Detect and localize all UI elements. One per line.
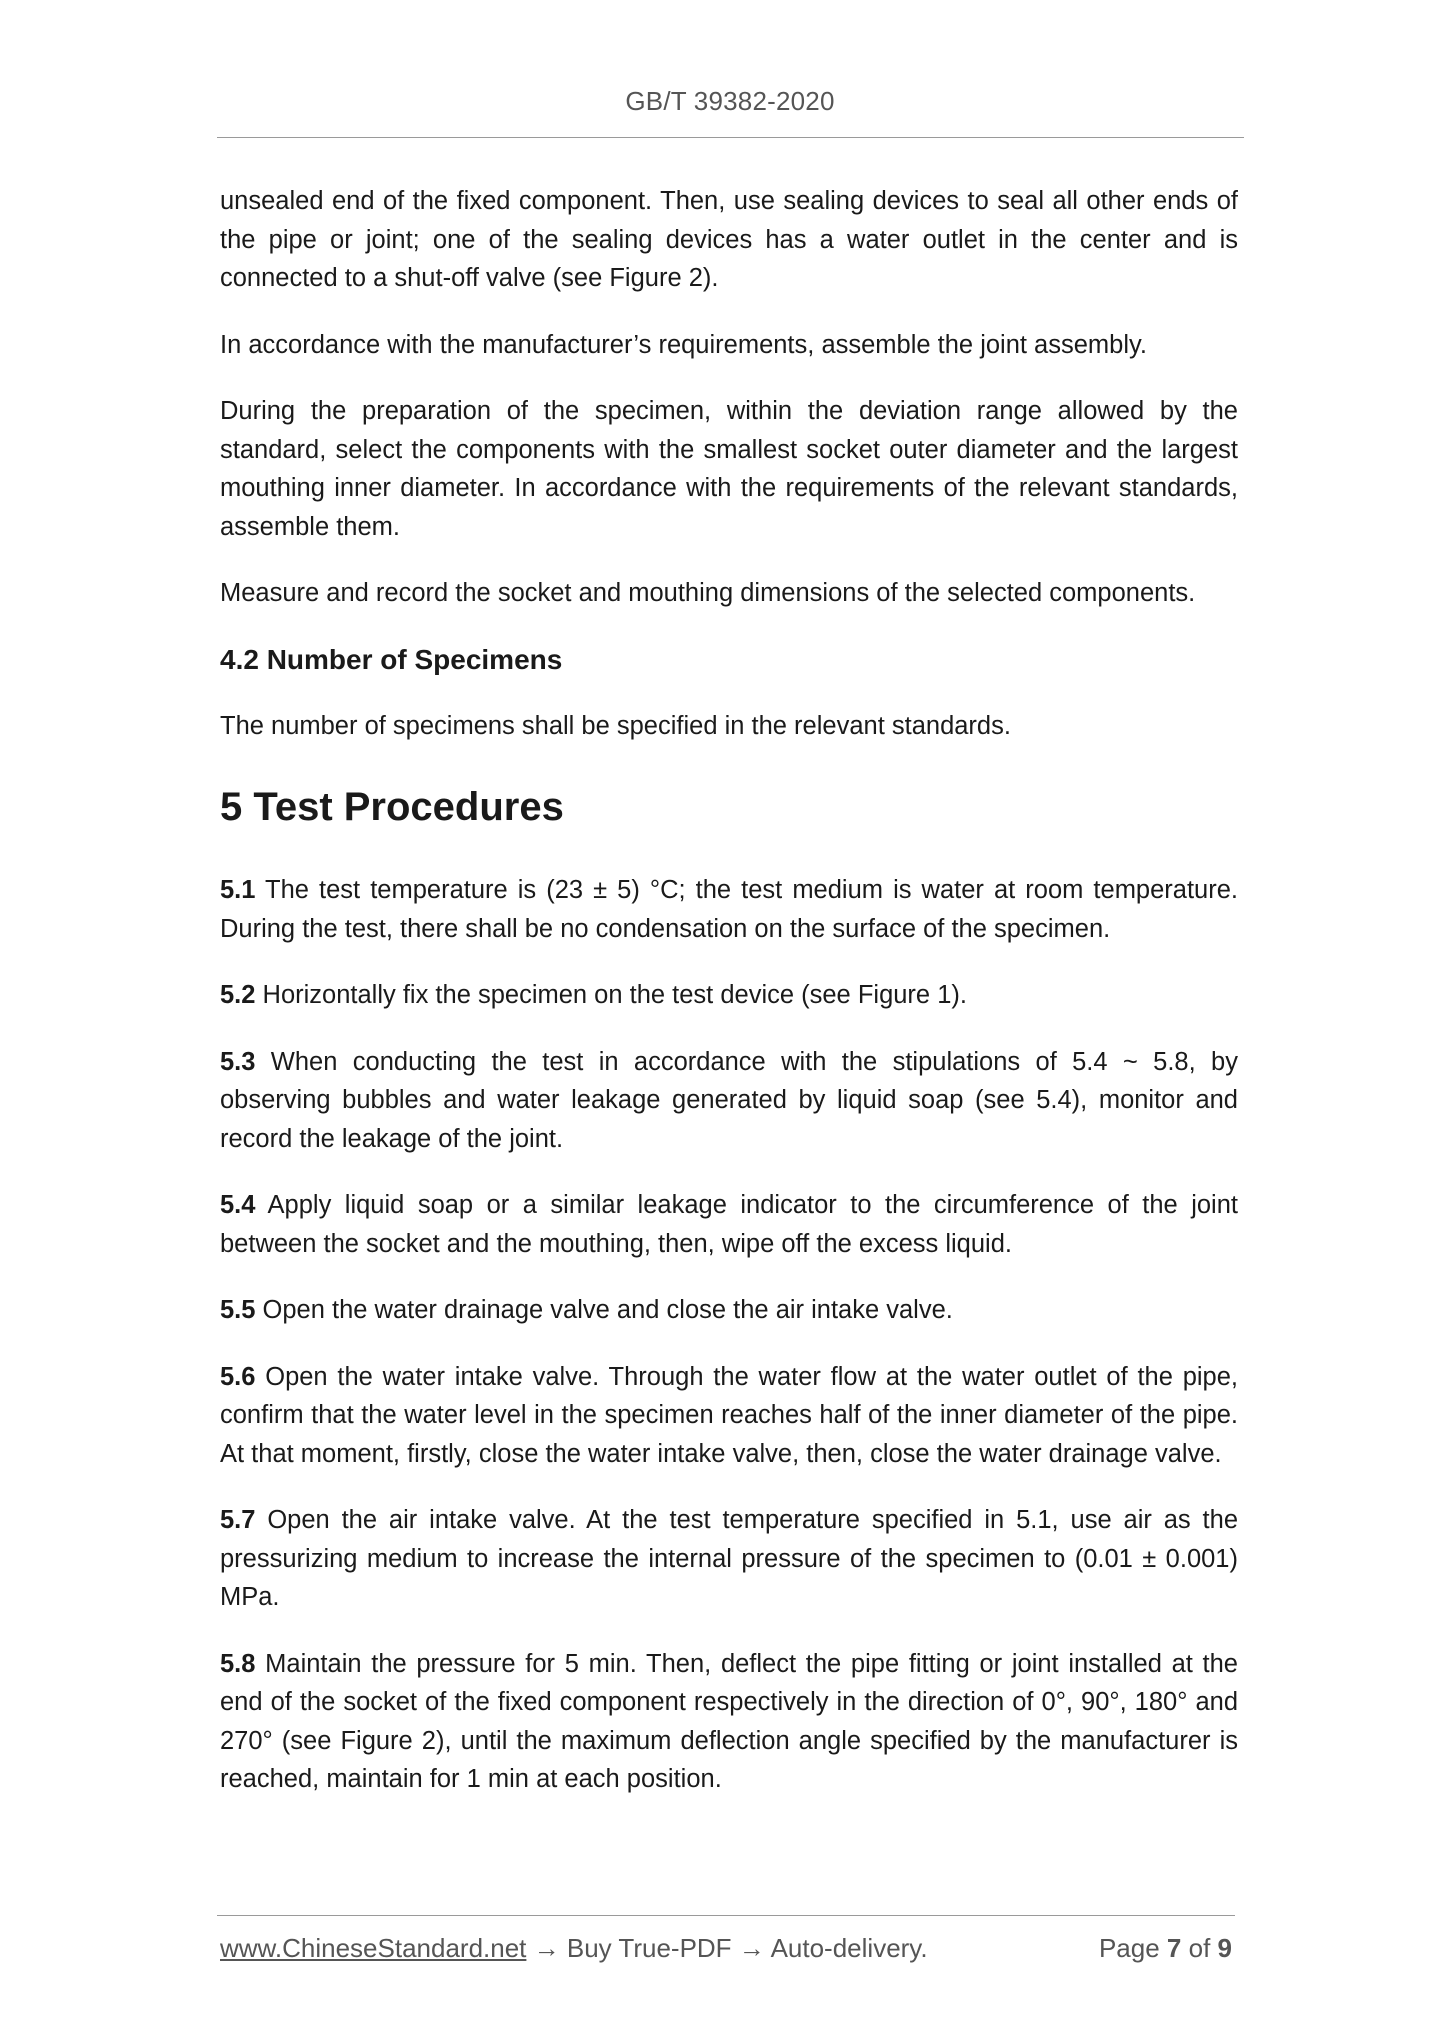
paragraph: unsealed end of the fixed component. Then, use sealing devices to seal all other ends of the pipe or joint; one of the sealing devices has a water outlet in the center and is connected to a shut-off valve (see Figure 2). [220,187,1238,292]
paragraph: The number of specimens shall be specified in the relevant standards. [220,711,1011,740]
clause-5-6 [220,1358,1238,1474]
clause-5-2 [220,976,1238,1015]
clause-5-7 [220,1501,1238,1617]
clause-text: Open the water drainage valve and close the air intake valve. [255,1296,953,1324]
clause-5-3 [220,1043,1238,1159]
chapter-heading-5: 5 Test Procedures [220,785,564,829]
footer [220,1933,1238,1964]
footer-divider [217,1915,1235,1916]
clause-5-8 [220,1645,1238,1799]
clause-number: 5.6 [220,1362,256,1391]
website-link[interactable]: www.ChineseStandard.net [220,1933,527,1963]
header-divider [217,137,1244,138]
clause-number: 5.5 [220,1296,256,1324]
clause-number: 5.4 [220,1191,256,1219]
clause-text: Maintain the pressure for 5 min. Then, deflect the pipe fitting or joint installed at the end of the socket of the fixed component respectively in the direction of 0°, 90°, 180° and 270° (see Figure 2), until the maximum deflection angle specified by the manufacturer is reached, maintain for 1 min at each position. [220,1649,1238,1793]
paragraph: Measure and record the socket and mouthing dimensions of the selected components. [220,579,1196,607]
clause-number: 5.1 [220,876,256,904]
clause-number: 5.8 [220,1649,256,1678]
clause-text: Open the water intake valve. Through the water flow at the water outlet of the pipe, confirm that the water level in the specimen reaches half of the inner diameter of the pipe. At that moment, firstly, close the water intake valve, then, close the water drainage valve. [220,1362,1238,1468]
page-total: 9 [1217,1933,1232,1963]
header-title: GB/T 39382-2020 [625,86,835,116]
section-heading-4-2: 4.2 Number of Specimens [220,643,563,675]
clause-5-1 [220,871,1238,948]
clause-text: Open the air intake valve. At the test temperature specified in 5.1, use air as the pressurizing medium to increase the internal pressure of the specimen to (0.01 ± 0.001) MPa. [220,1506,1238,1611]
clause-text: When conducting the test in accordance with the stipulations of 5.4 ~ 5.8, by observing bubbles and water leakage generated by liquid soap (see 5.4), monitor and record the leakage of the joint. [220,1047,1238,1153]
paragraph: During the preparation of the specimen, within the deviation range allowed by the standard, select the components with the smallest socket outer diameter and the largest mouthing inner diameter. In accordance with the requirements of the relevant standards, assemble them. [220,397,1238,541]
clause-number: 5.7 [220,1506,256,1534]
footer-promo: → Buy True-PDF → Auto-delivery. [526,1933,928,1963]
document-body [220,182,1238,1827]
clause-5-4 [220,1186,1238,1263]
of-word: of [1188,1933,1211,1963]
clause-text: Apply liquid soap or a similar leakage indicator to the circumference of the joint between the socket and the mouthing, then, wipe off the excess liquid. [220,1191,1238,1258]
page-indicator [1099,1933,1232,1964]
clause-text: Horizontally fix the specimen on the test device (see Figure 1). [255,981,967,1009]
page-number: 7 [1166,1933,1182,1963]
page-word: Page [1098,1933,1160,1963]
clause-text: The test temperature is (23 ± 5) °C; the test medium is water at room temperature. During the test, there shall be no condensation on the surface of the specimen. [220,876,1238,943]
paragraph: In accordance with the manufacturer’s requirements, assemble the joint assembly. [220,330,1147,359]
clause-5-5 [220,1291,1238,1330]
clause-number: 5.3 [220,1047,256,1076]
clause-number: 5.2 [220,981,256,1009]
